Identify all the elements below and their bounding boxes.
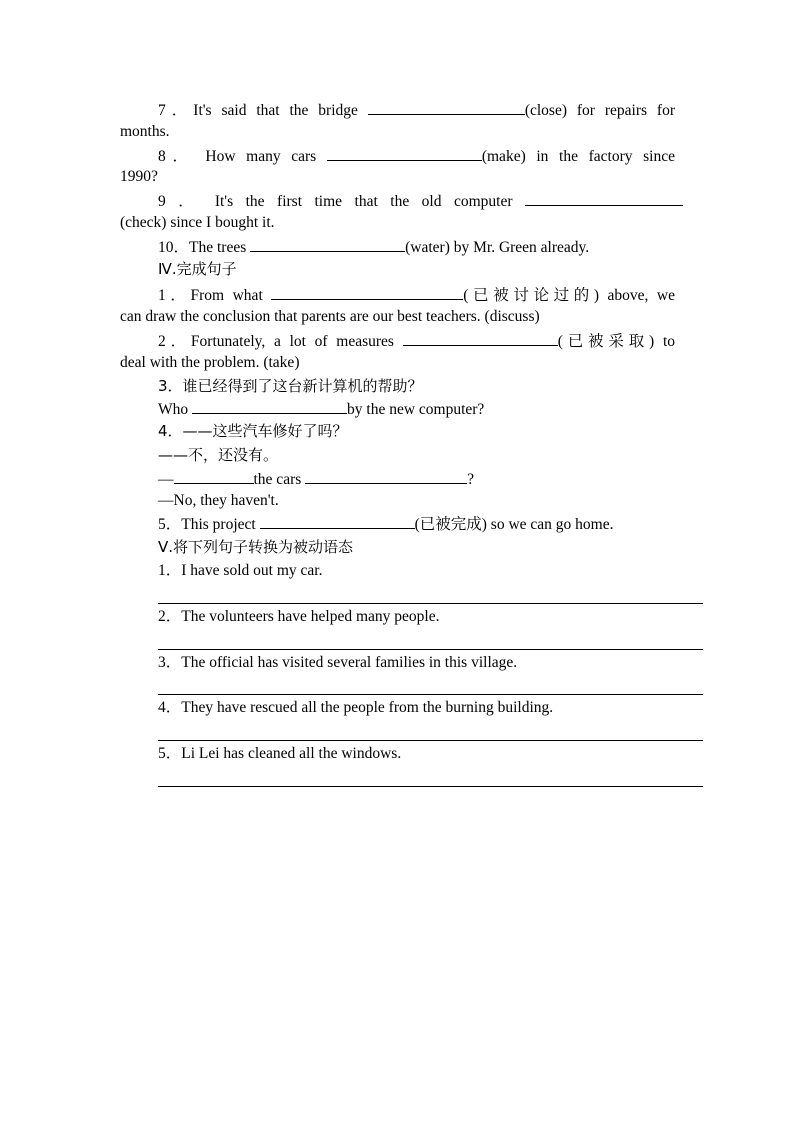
section-5-title: Ⅴ.将下列句子转换为被动语态 — [158, 538, 354, 556]
s4-item-2-blank[interactable] — [403, 330, 558, 346]
item-8-line-1: 8． How many cars (make) in the factory since — [158, 145, 675, 167]
s4-item-3-answer: Who by the new computer? — [158, 398, 484, 420]
s4-item-4-blank-1[interactable] — [174, 468, 254, 484]
s4-item-2-line-2: deal with the problem. (take) — [120, 354, 300, 371]
s5-item-4-answer-line[interactable] — [158, 740, 703, 741]
s4-item-5-line: 5．This project (已被完成) so we can go home. — [158, 513, 613, 535]
s5-item-2-answer-line[interactable] — [158, 649, 703, 650]
s4-item-4-reply: —No, they haven't. — [158, 492, 279, 509]
s4-item-4-answer: — the cars ? — [158, 468, 474, 490]
s5-item-3-answer-line[interactable] — [158, 694, 703, 695]
section-4-title: Ⅳ.完成句子 — [158, 260, 237, 278]
s4-item-4-response: ——不，还没有。 — [158, 446, 279, 464]
s4-item-3-blank[interactable] — [192, 398, 347, 414]
item-9-line-2: (check) since I bought it. — [120, 214, 275, 231]
s5-item-5-answer-line[interactable] — [158, 786, 703, 787]
s4-item-2-line-1: 2．Fortunately, a lot of measures (已被采取) to — [158, 330, 675, 352]
item-8-blank[interactable] — [327, 145, 482, 161]
s4-item-1-line-1: 1．From what (已被讨论过的) above, we — [158, 284, 675, 306]
s5-item-4: 4．They have rescued all the people from the burning building. — [158, 699, 554, 716]
s5-item-5: 5．Li Lei has cleaned all the windows. — [158, 745, 402, 762]
item-8-line-2: 1990? — [120, 168, 158, 185]
s5-item-3: 3．The official has visited several families in this village. — [158, 654, 518, 671]
item-7-line-2: months. — [120, 123, 170, 140]
s4-item-4-prompt: 4．——这些汽车修好了吗？ — [158, 422, 348, 440]
s5-item-1: 1．I have sold out my car. — [158, 562, 323, 579]
item-9-line-1: 9 ． It's the first time that the old computer — [158, 190, 683, 212]
s4-item-1-line-2: can draw the conclusion that parents are our best teachers. (discuss) — [120, 308, 540, 325]
s4-item-5-blank[interactable] — [260, 513, 415, 529]
s5-item-2: 2．The volunteers have helped many people. — [158, 608, 440, 625]
item-9-blank[interactable] — [525, 190, 683, 206]
s4-item-3-prompt: 3．谁已经得到了这台新计算机的帮助？ — [158, 377, 423, 395]
item-7-line-1: 7．It's said that the bridge (close) for repairs for — [158, 99, 675, 121]
s5-item-1-answer-line[interactable] — [158, 603, 703, 604]
s4-item-4-blank-2[interactable] — [305, 468, 467, 484]
item-10-blank[interactable] — [250, 236, 405, 252]
item-7-blank[interactable] — [368, 99, 525, 115]
s4-item-1-blank[interactable] — [271, 284, 463, 300]
item-10-line: 10．The trees (water) by Mr. Green already. — [158, 236, 589, 258]
